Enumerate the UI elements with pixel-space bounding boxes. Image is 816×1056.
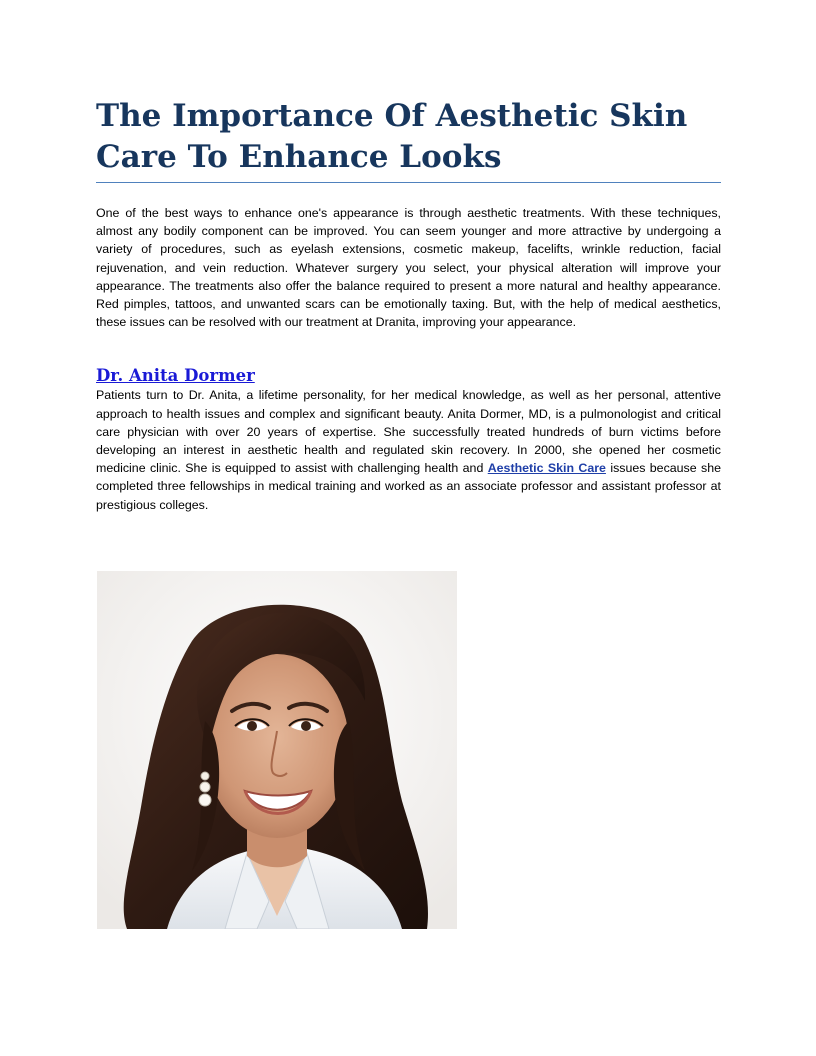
doctor-name-link[interactable]: Dr. Anita Dormer xyxy=(96,366,255,386)
page-title: The Importance Of Aesthetic Skin Care To Enhance Looks xyxy=(96,96,721,183)
section-heading xyxy=(96,366,721,386)
doctor-portrait xyxy=(97,571,457,929)
aesthetic-skin-care-link[interactable]: Aesthetic Skin Care xyxy=(487,461,606,476)
intro-paragraph: One of the best ways to enhance one's appearance is through aesthetic treatments. With these techniques, almost any bodily component can be improved. You can seem younger and more attractive by undergoing a variety of procedures, such as eyelash extensions, cosmetic makeup, facelifts, wrinkle reduction, facial rejuvenation, and vein reduction. Whatever surgery you select, your physical alteration will improve your appearance. The treatments also offer the balance required to present a more natural and healthy appearance. Red pimples, tattoos, and unwanted scars can be emotionally taxing. But, with the help of medical aesthetics, these issues can be resolved with our treatment at Dranita, improving your appearance. xyxy=(96,206,721,330)
bio-paragraph xyxy=(96,386,721,513)
document-page xyxy=(96,96,721,514)
bio-text-part1: Patients turn to Dr. Anita, a lifetime personality, for her medical knowledge, as well as her personal, attentive approach to health issues and complex and significant beauty. Anita Dormer, MD, is a pulmonologist and critical care physician with over 20 years of expertise. She successfully treated hundreds of burn victims before developing an interest in aesthetic health and regulated skin recovery. In 2000, she opened her cosmetic medicine clinic. She is equipped to assist with challenging health and xyxy=(96,388,721,476)
portrait-illustration xyxy=(97,571,457,929)
bio-text-part2: issues because she completed three fellowships in medical training and worked as an associate professor and assistant professor at prestigious colleges. xyxy=(96,461,721,512)
